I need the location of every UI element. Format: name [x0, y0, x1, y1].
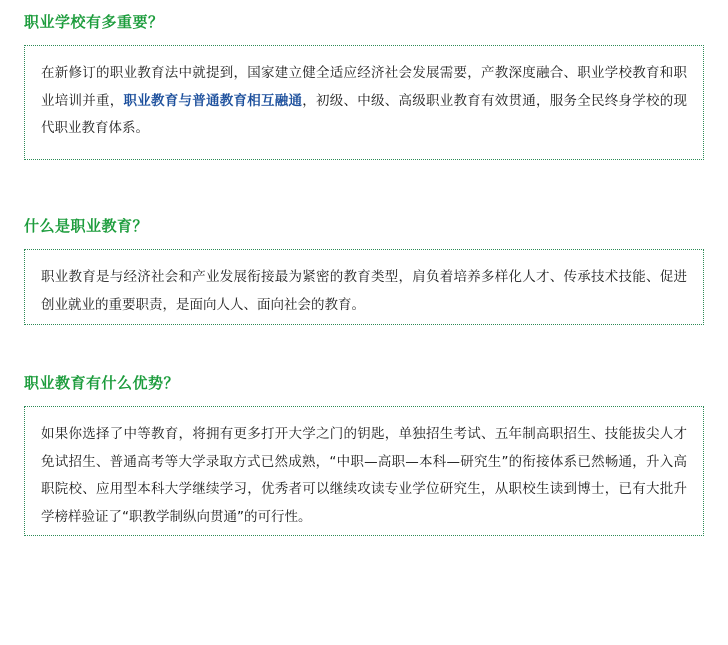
- paragraph-text-after: ，初级、中级、高级职业教育有效贯通，服务全民终身学校的现代职业教育体系。: [41, 92, 687, 137]
- section-paragraph: [41, 60, 687, 143]
- section-title: 什么是职业教育？: [24, 217, 149, 235]
- section-body-box: [24, 45, 704, 160]
- section-title: 职业学校有多重要？: [24, 13, 164, 31]
- section-paragraph: 如果你选择了中等教育，将拥有更多打开大学之门的钥匙，单独招生考试、五年制高职招生、技能拔尖人才免试招生、普通高考等大学录取方式已然成熟，“中职—高职—本科—研究生”的衔接体系已然畅通，升入高职院校、应用型本科大学继续学习，优秀者可以继续攻读专业学位研究生，从职校生读到博士，已有大批升学榜样验证了“职教学制纵向贯通”的可行性。: [41, 426, 687, 526]
- section-definition: [24, 160, 704, 325]
- section-title: 职业教育有什么优势？: [24, 374, 180, 392]
- paragraph-highlight[interactable]: 职业教育与普通教育相互融通: [123, 92, 303, 109]
- section-advantages: [24, 325, 704, 536]
- section-body-box: [24, 406, 704, 536]
- section-body-box: [24, 249, 704, 325]
- section-paragraph: 职业教育是与经济社会和产业发展衔接最为紧密的教育类型，肩负着培养多样化人才、传承技术技能、促进创业就业的重要职责，是面向人人、面向社会的教育。: [41, 269, 687, 313]
- section-importance: [24, 0, 704, 160]
- paragraph-text-before: 在新修订的职业教育法中就提到，国家建立健全适应经济社会发展需要，产教深度融合、职业学校教育和职业培训并重，: [41, 65, 687, 109]
